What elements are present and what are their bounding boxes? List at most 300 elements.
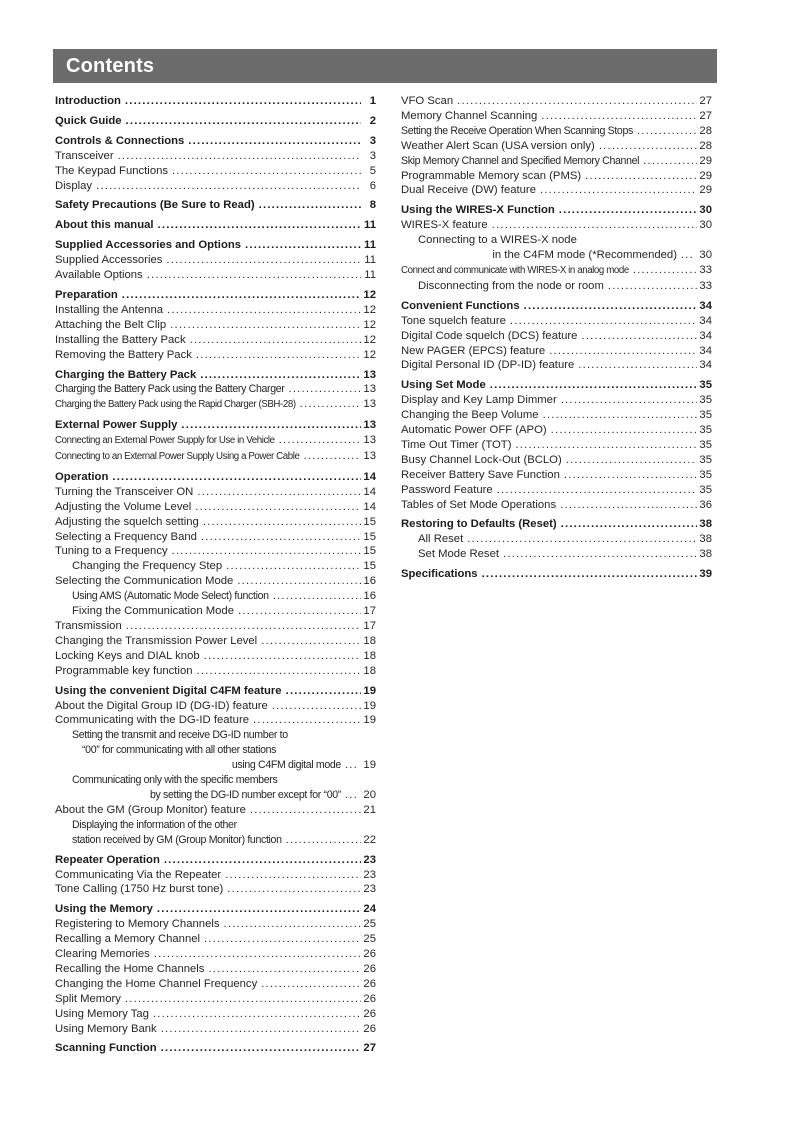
dot-leader: [511, 438, 697, 453]
toc-entry[interactable]: [55, 559, 376, 574]
toc-entry-title: Split Memory: [55, 992, 121, 1005]
toc-entry-page: 8: [369, 199, 376, 212]
toc-entry-title: Communicating Via the Repeater: [55, 868, 222, 881]
toc-entry[interactable]: [55, 743, 376, 758]
toc-entry[interactable]: [55, 382, 376, 397]
toc-entry-title: The Keypad Functions: [55, 164, 169, 177]
toc-entry[interactable]: [55, 134, 376, 149]
dot-leader: [168, 544, 361, 559]
toc-entry-page: 19: [363, 699, 376, 712]
toc-entry-page: 26: [363, 1007, 376, 1020]
toc-entry-page: 19: [363, 759, 376, 772]
toc-entry-page: 14: [363, 500, 376, 513]
toc-entry-page: 18: [363, 664, 376, 677]
dot-leader: [595, 139, 697, 154]
dot-leader: [560, 468, 697, 483]
toc-entry[interactable]: [55, 917, 376, 932]
toc-entry-page: 14: [363, 485, 376, 498]
toc-entry[interactable]: [55, 470, 376, 485]
toc-entry-page: 23: [363, 853, 376, 866]
dot-leader: [463, 532, 697, 547]
toc-entry-title: Removing the Battery Pack: [55, 348, 192, 361]
dot-leader: [153, 902, 361, 917]
toc-entry[interactable]: [401, 183, 712, 198]
toc-entry-title: External Power Supply: [55, 419, 178, 432]
toc-entry[interactable]: [401, 438, 712, 453]
toc-entry[interactable]: [55, 368, 376, 383]
dot-leader: [493, 483, 697, 498]
toc-entry-page: 18: [363, 634, 376, 647]
toc-entry-title: Charging the Battery Pack: [55, 368, 197, 381]
toc-entry-title: Preparation: [55, 288, 118, 301]
dot-leader: [222, 559, 361, 574]
dot-leader: [545, 344, 697, 359]
toc-entry-title: Programmable key function: [55, 664, 193, 677]
toc-columns: [55, 94, 712, 1056]
toc-entry-page: 3: [369, 134, 376, 147]
dot-leader: [269, 589, 361, 604]
toc-entry[interactable]: [55, 303, 376, 318]
toc-entry-page: 19: [363, 684, 376, 697]
toc-entry-page: 35: [699, 438, 712, 451]
toc-entry-title: Charging the Battery Pack using the Battery Charger: [55, 383, 285, 396]
toc-entry-title: Programmable Memory scan (PMS): [401, 169, 582, 182]
toc-entry-title: Adjusting the squelch setting: [55, 515, 199, 528]
toc-entry-page: 35: [699, 379, 712, 392]
toc-entry-page: 33: [699, 263, 712, 276]
toc-entry[interactable]: [55, 728, 376, 743]
toc-entry-page: 16: [363, 590, 376, 603]
toc-entry[interactable]: [401, 109, 712, 124]
toc-entry[interactable]: [55, 803, 376, 818]
toc-entry[interactable]: [55, 713, 376, 728]
toc-entry-title: Tone squelch feature: [401, 314, 506, 327]
dot-leader: [163, 303, 361, 318]
toc-entry[interactable]: [55, 253, 376, 268]
toc-entry-page: 13: [363, 383, 376, 396]
toc-entry-title: Registering to Memory Channels: [55, 918, 220, 931]
toc-entry-page: 18: [363, 649, 376, 662]
toc-entry[interactable]: [401, 567, 712, 582]
toc-entry-title: Tables of Set Mode Operations: [401, 498, 557, 511]
toc-entry[interactable]: [55, 114, 376, 129]
toc-entry[interactable]: [55, 589, 376, 604]
dot-leader: [150, 947, 361, 962]
toc-entry-title: Using the Memory: [55, 903, 153, 916]
toc-entry-title: Repeater Operation: [55, 853, 160, 866]
dot-leader: [220, 917, 361, 932]
toc-entry-page: 35: [699, 453, 712, 466]
page-title: Contents: [66, 54, 155, 77]
toc-entry-title: Turning the Transceiver ON: [55, 485, 194, 498]
toc-entry-page: 39: [699, 568, 712, 581]
dot-leader: [282, 833, 361, 848]
toc-entry-title: Using Memory Bank: [55, 1022, 157, 1035]
toc-entry[interactable]: [55, 94, 376, 109]
toc-entry[interactable]: [401, 483, 712, 498]
toc-entry[interactable]: [401, 408, 712, 423]
toc-entry-title: Locking Keys and DIAL knob: [55, 649, 200, 662]
dot-leader: [122, 114, 361, 129]
dot-leader: [453, 94, 697, 109]
toc-entry[interactable]: [401, 233, 712, 248]
toc-entry-page: 29: [699, 169, 712, 182]
dot-leader: [204, 962, 361, 977]
dot-leader: [499, 547, 697, 562]
dot-leader: [547, 423, 697, 438]
toc-entry-page: 27: [699, 109, 712, 122]
toc-entry-title: Digital Personal ID (DP-ID) feature: [401, 359, 575, 372]
toc-entry[interactable]: [401, 154, 712, 169]
toc-entry-title: Memory Channel Scanning: [401, 109, 538, 122]
toc-entry[interactable]: [401, 263, 712, 279]
toc-entry-page: 25: [363, 918, 376, 931]
dot-leader: [221, 868, 361, 883]
toc-entry-page: 12: [363, 288, 376, 301]
toc-entry[interactable]: [401, 393, 712, 408]
toc-entry-title: Fixing the Communication Mode: [72, 605, 234, 618]
toc-entry-title: Installing the Battery Pack: [55, 333, 186, 346]
dot-leader: [520, 299, 697, 314]
toc-entry[interactable]: [55, 485, 376, 500]
toc-entry-title: Available Options: [55, 269, 143, 282]
toc-entry[interactable]: [55, 902, 376, 917]
toc-entry-title: Set Mode Reset: [418, 548, 500, 561]
toc-entry[interactable]: [401, 329, 712, 344]
toc-entry-title: Transmission: [55, 620, 122, 632]
toc-entry-title: About the GM (Group Monitor) feature: [55, 803, 246, 816]
toc-entry[interactable]: [55, 788, 376, 803]
toc-entry-page: 12: [363, 303, 376, 316]
toc-entry-title: Convenient Functions: [401, 299, 520, 312]
toc-entry[interactable]: [55, 833, 376, 848]
dot-leader: [478, 567, 697, 582]
dot-leader: [160, 853, 361, 868]
toc-entry-page: 11: [364, 254, 376, 267]
dot-leader: [255, 198, 361, 213]
toc-entry-page: 30: [699, 249, 712, 262]
toc-entry-page: 17: [363, 605, 376, 618]
dot-leader: [162, 253, 361, 268]
dot-leader: [122, 619, 361, 634]
toc-entry[interactable]: [55, 318, 376, 333]
toc-entry-page: 35: [699, 468, 712, 481]
toc-entry-page: 28: [699, 139, 712, 152]
toc-entry[interactable]: [55, 1041, 376, 1056]
toc-entry[interactable]: [55, 449, 376, 465]
dot-leader: [149, 1007, 361, 1022]
toc-entry[interactable]: [55, 574, 376, 589]
toc-entry-title: by setting the DG-ID number except for “00”: [149, 788, 341, 801]
toc-entry-title: Transceiver: [55, 149, 114, 162]
toc-entry[interactable]: [401, 453, 712, 468]
dot-leader: [92, 179, 361, 194]
toc-entry-page: 13: [363, 398, 376, 411]
toc-entry-page: 13: [363, 368, 376, 381]
toc-entry-page: 26: [363, 1022, 376, 1035]
toc-entry[interactable]: [401, 218, 712, 233]
toc-entry-title: Connecting to an External Power Supply Using a Power Cable: [55, 451, 300, 463]
toc-entry-page: 2: [369, 114, 376, 127]
toc-entry-page: 17: [363, 620, 376, 632]
toc-entry-page: 29: [699, 184, 712, 197]
toc-entry-title: Automatic Power OFF (APO): [401, 424, 547, 437]
toc-entry[interactable]: [401, 299, 712, 314]
toc-entry-title: Supplied Accessories: [55, 254, 163, 267]
dot-leader: [677, 248, 697, 263]
toc-entry-page: 15: [363, 515, 376, 528]
toc-entry[interactable]: [401, 517, 712, 532]
toc-entry-page: 24: [363, 903, 376, 916]
toc-entry-page: 36: [699, 498, 712, 511]
dot-leader: [223, 882, 361, 897]
toc-entry-title: Connect and communicate with WIRES-X in analog mode: [401, 264, 629, 276]
dot-leader: [562, 453, 697, 468]
toc-entry[interactable]: [55, 619, 376, 634]
toc-entry[interactable]: [55, 179, 376, 194]
toc-entry[interactable]: [55, 932, 376, 947]
toc-entry[interactable]: [55, 773, 376, 788]
toc-entry-page: 15: [363, 530, 376, 543]
toc-entry-page: 19: [363, 714, 376, 727]
toc-entry-title: Using Set Mode: [401, 379, 486, 392]
toc-entry[interactable]: [55, 198, 376, 213]
toc-entry-page: 30: [699, 219, 712, 232]
dot-leader: [555, 203, 697, 218]
toc-entry-title: in the C4FM mode (*Recommended): [492, 249, 677, 262]
toc-entry-page: 35: [699, 483, 712, 496]
toc-entry-page: 23: [363, 868, 376, 881]
toc-entry[interactable]: [55, 500, 376, 515]
toc-entry-title: Setting the transmit and receive DG-ID number to: [72, 729, 288, 742]
toc-entry[interactable]: [55, 397, 376, 413]
toc-entry[interactable]: [55, 649, 376, 664]
toc-entry[interactable]: [401, 358, 712, 373]
dot-leader: [268, 699, 361, 714]
toc-entry-page: 30: [699, 204, 712, 217]
toc-entry[interactable]: [55, 1007, 376, 1022]
toc-entry-title: Selecting a Frequency Band: [55, 530, 197, 543]
toc-entry[interactable]: [55, 758, 376, 773]
toc-entry-title: Restoring to Defaults (Reset): [401, 518, 557, 531]
toc-column-left: [55, 94, 376, 1056]
toc-entry[interactable]: [401, 124, 712, 139]
dot-leader: [168, 164, 361, 179]
toc-entry-title: Using the WIRES-X Function: [401, 204, 555, 217]
toc-entry[interactable]: [401, 378, 712, 393]
toc-entry-title: using C4FM digital mode: [231, 759, 341, 772]
toc-entry-page: 11: [364, 269, 376, 282]
toc-entry-title: Display: [55, 179, 93, 192]
dot-leader: [157, 1022, 361, 1037]
dot-leader: [574, 358, 697, 373]
toc-entry[interactable]: [55, 664, 376, 679]
toc-entry[interactable]: [55, 149, 376, 164]
toc-entry-page: 34: [699, 299, 712, 312]
toc-entry[interactable]: [401, 344, 712, 359]
toc-entry-page: 12: [363, 318, 376, 331]
toc-entry-title: Communicating with the DG-ID feature: [55, 714, 250, 727]
dot-leader: [200, 932, 361, 947]
dot-leader: [246, 803, 361, 818]
toc-entry-page: 35: [699, 394, 712, 407]
toc-entry-page: 29: [699, 154, 712, 167]
toc-entry-title: Tuning to a Frequency: [55, 545, 168, 558]
dot-leader: [299, 449, 361, 464]
toc-entry[interactable]: [55, 699, 376, 714]
toc-entry[interactable]: [55, 288, 376, 303]
toc-entry-page: 35: [699, 424, 712, 437]
dot-leader: [506, 314, 697, 329]
toc-entry[interactable]: [55, 433, 376, 449]
toc-entry-title: Using AMS (Automatic Mode Select) function: [72, 590, 269, 603]
toc-entry[interactable]: [55, 818, 376, 833]
toc-entry[interactable]: [401, 94, 712, 109]
toc-entry[interactable]: [401, 314, 712, 329]
dot-leader: [604, 279, 697, 294]
toc-entry[interactable]: [55, 684, 376, 699]
toc-entry-title: Specifications: [401, 568, 478, 581]
toc-entry-title: Changing the Frequency Step: [72, 560, 223, 573]
toc-entry-title: Password Feature: [401, 483, 493, 496]
toc-entry[interactable]: [55, 218, 376, 233]
toc-entry[interactable]: [55, 947, 376, 962]
toc-entry-title: Changing the Beep Volume: [401, 409, 539, 422]
toc-entry-title: Clearing Memories: [55, 948, 150, 961]
toc-entry-title: Digital Code squelch (DCS) feature: [401, 329, 578, 342]
dot-leader: [166, 318, 361, 333]
toc-entry[interactable]: [55, 1022, 376, 1037]
toc-entry[interactable]: [55, 604, 376, 619]
dot-leader: [633, 124, 697, 139]
toc-entry[interactable]: [55, 868, 376, 883]
toc-entry[interactable]: [55, 515, 376, 530]
contents-header-bar: [53, 49, 717, 83]
toc-entry-page: 14: [363, 470, 376, 483]
dot-leader: [196, 368, 361, 383]
toc-entry-page: 26: [363, 992, 376, 1005]
dot-leader: [539, 408, 697, 423]
dot-leader: [191, 500, 361, 515]
toc-entry-page: 15: [363, 545, 376, 558]
dot-leader: [557, 517, 697, 532]
toc-entry-title: Using Memory Tag: [55, 1007, 149, 1020]
toc-entry[interactable]: [401, 547, 712, 562]
toc-entry-title: Tone Calling (1750 Hz burst tone): [55, 883, 224, 896]
toc-entry[interactable]: [401, 468, 712, 483]
toc-entry[interactable]: [55, 333, 376, 348]
toc-entry-page: 20: [363, 788, 376, 801]
toc-entry-title: Communicating only with the specific members: [72, 774, 278, 787]
toc-entry-title: All Reset: [418, 533, 464, 546]
toc-entry[interactable]: [55, 164, 376, 179]
toc-entry[interactable]: [55, 418, 376, 433]
toc-entry-title: Disconnecting from the node or room: [418, 279, 604, 292]
dot-leader: [197, 530, 361, 545]
toc-entry-title: Scanning Function: [55, 1042, 157, 1055]
toc-entry-page: 26: [363, 977, 376, 990]
toc-entry[interactable]: [401, 169, 712, 184]
toc-entry[interactable]: [55, 992, 376, 1007]
toc-entry-title: Setting the Receive Operation When Scanning Stops: [401, 124, 633, 137]
dot-leader: [193, 664, 361, 679]
toc-entry[interactable]: [55, 268, 376, 283]
toc-entry-page: 6: [369, 179, 376, 192]
toc-entry-title: Installing the Antenna: [55, 303, 164, 316]
dot-leader: [108, 470, 361, 485]
toc-entry[interactable]: [401, 279, 712, 294]
toc-column-right: [401, 94, 712, 1056]
toc-entry[interactable]: [401, 203, 712, 218]
toc-entry-title: Controls & Connections: [55, 134, 185, 147]
toc-entry-title: Quick Guide: [55, 114, 122, 127]
toc-entry-title: Changing the Transmission Power Level: [55, 634, 258, 647]
dot-leader: [341, 788, 361, 803]
toc-entry[interactable]: [55, 348, 376, 363]
toc-entry-page: 27: [363, 1042, 376, 1055]
toc-entry-page: 35: [699, 409, 712, 422]
toc-entry-title: Time Out Timer (TOT): [401, 438, 512, 451]
toc-entry-title: Connecting to a WIRES-X node: [418, 234, 577, 247]
toc-entry-page: 15: [363, 560, 376, 573]
toc-entry[interactable]: [55, 853, 376, 868]
dot-leader: [341, 758, 361, 773]
dot-leader: [241, 238, 361, 253]
toc-entry[interactable]: [401, 139, 712, 154]
toc-entry[interactable]: [55, 962, 376, 977]
dot-leader: [537, 109, 697, 124]
toc-entry[interactable]: [55, 544, 376, 559]
toc-entry-title: VFO Scan: [401, 95, 454, 107]
toc-entry-page: 38: [699, 548, 712, 561]
toc-entry-title: Introduction: [55, 95, 121, 107]
dot-leader: [556, 498, 697, 513]
toc-entry-title: Adjusting the Volume Level: [55, 500, 192, 513]
toc-entry-title: Displaying the information of the other: [72, 818, 237, 831]
toc-entry-page: 33: [699, 279, 712, 292]
toc-entry-title: Display and Key Lamp Dimmer: [401, 394, 557, 407]
dot-leader: [184, 134, 361, 149]
toc-entry-page: 13: [363, 434, 376, 447]
toc-entry[interactable]: [401, 498, 712, 513]
toc-entry-title: Attaching the Belt Clip: [55, 318, 167, 331]
toc-entry[interactable]: [55, 238, 376, 253]
toc-entry[interactable]: [401, 248, 712, 263]
toc-entry-page: 11: [364, 219, 376, 232]
toc-entry[interactable]: [401, 532, 712, 547]
toc-entry[interactable]: [55, 634, 376, 649]
toc-entry-title: Charging the Battery Pack using the Rapid Charger (SBH-28): [55, 399, 296, 411]
toc-entry[interactable]: [55, 530, 376, 545]
toc-entry[interactable]: [55, 882, 376, 897]
dot-leader: [199, 515, 361, 530]
dot-leader: [192, 348, 361, 363]
toc-entry-title: Changing the Home Channel Frequency: [55, 977, 258, 990]
dot-leader: [233, 574, 361, 589]
dot-leader: [536, 183, 697, 198]
toc-entry-page: 34: [699, 314, 712, 327]
dot-leader: [177, 418, 361, 433]
toc-entry-title: About this manual: [55, 219, 154, 232]
toc-entry-page: 34: [699, 359, 712, 372]
toc-entry-title: station received by GM (Group Monitor) function: [72, 833, 282, 846]
dot-leader: [486, 378, 697, 393]
dot-leader: [257, 977, 361, 992]
toc-entry[interactable]: [401, 423, 712, 438]
toc-entry[interactable]: [55, 977, 376, 992]
toc-entry-title: WIRES-X feature: [401, 219, 488, 232]
dot-leader: [282, 684, 361, 699]
